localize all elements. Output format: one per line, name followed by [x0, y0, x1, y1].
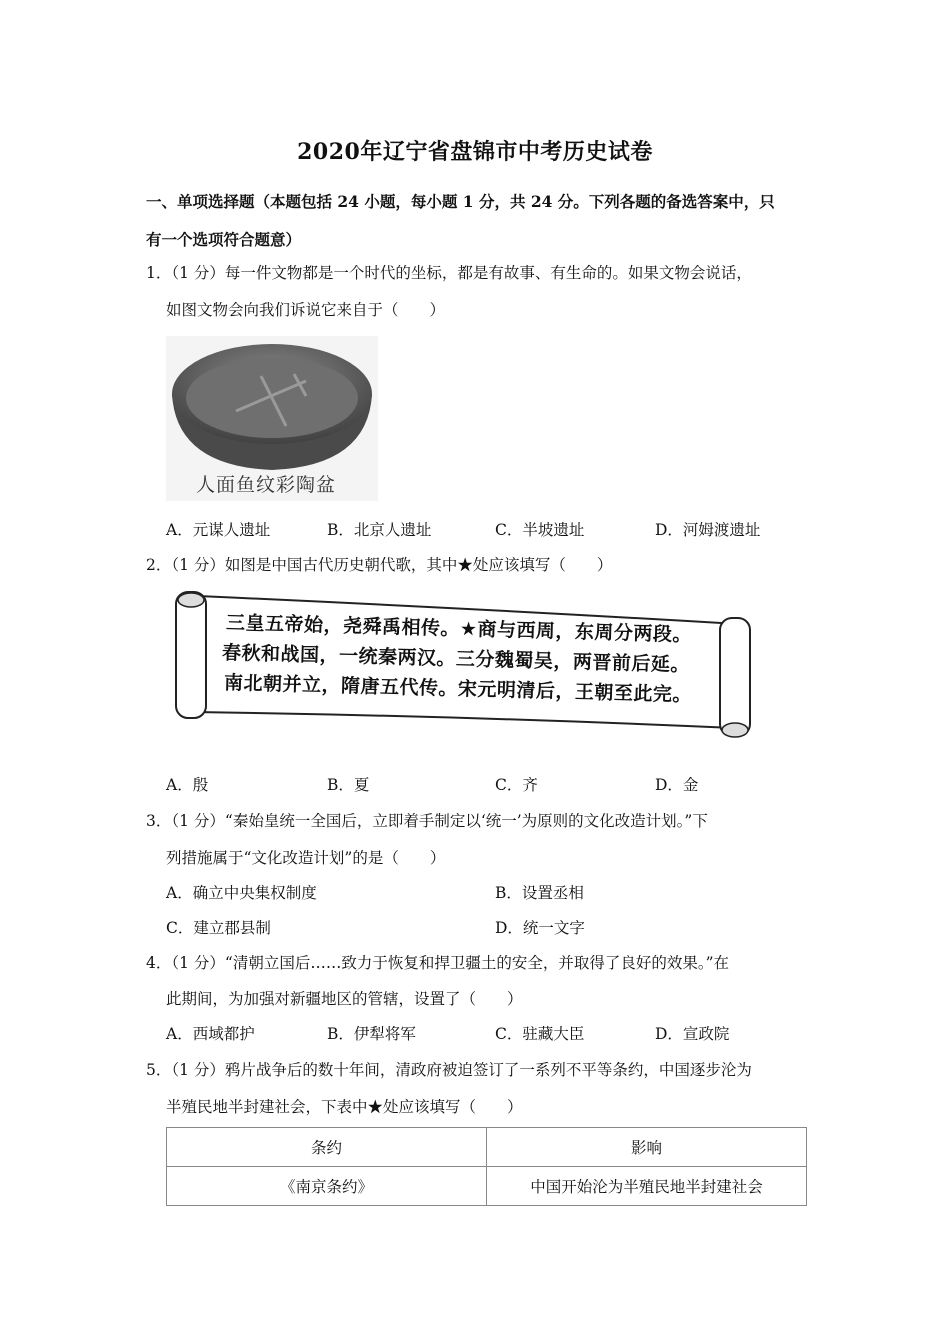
question-5-text-cont: 半殖民地半封建社会，下表中★处应该填写（ ） — [166, 1098, 523, 1116]
question-2-text: 2．（1 分）如图是中国古代历史朝代歌，其中★处应该填写（ ） — [146, 556, 613, 574]
scroll-line-2: 春秋和战国，一统秦两汉。三分魏蜀吴，两晋前后延。 — [221, 641, 691, 677]
q1-option-b[interactable]: B．北京人遗址 — [327, 521, 432, 539]
table-header-cell: 条约 — [167, 1128, 487, 1167]
q3-option-c[interactable]: C．建立郡县制 — [166, 919, 271, 937]
scroll-line-3: 南北朝并立，隋唐五代传。宋元明清后，王朝至此完。 — [223, 671, 693, 707]
q4-option-c[interactable]: C．驻藏大臣 — [495, 1025, 585, 1043]
page-title: 2020年辽宁省盘锦市中考历史试卷 — [297, 139, 653, 165]
q2-option-c[interactable]: C．齐 — [495, 776, 538, 794]
q2-option-d[interactable]: D．金 — [655, 776, 699, 794]
section-heading: 一、单项选择题（本题包括 24 小题，每小题 1 分，共 24 分。下列各题的备选答案中，只 — [146, 192, 775, 211]
treaty-table — [166, 1127, 807, 1206]
question-1-text: 1．（1 分）每一件文物都是一个时代的坐标，都是有故事、有生命的。如果文物会说话， — [146, 264, 752, 282]
table-header-row — [167, 1128, 807, 1167]
table-row — [167, 1167, 807, 1206]
section-heading-cont: 有一个选项符合题意） — [146, 230, 302, 249]
q1-option-d[interactable]: D．河姆渡遗址 — [655, 521, 761, 539]
q1-option-c[interactable]: C．半坡遗址 — [495, 521, 585, 539]
question-1-text-cont: 如图文物会向我们诉说它来自于（ ） — [166, 301, 446, 319]
question-3-text: 3．（1 分）“秦始皇统一全国后，立即着手制定以‘统一’为原则的文化改造计划。”下 — [146, 812, 708, 830]
q1-option-a[interactable]: A．元谋人遗址 — [166, 521, 271, 539]
q3-option-a[interactable]: A．确立中央集权制度 — [166, 884, 317, 902]
table-cell: 《南京条约》 — [167, 1167, 487, 1206]
q4-option-d[interactable]: D．宣政院 — [655, 1025, 730, 1043]
q2-option-a[interactable]: A．殷 — [166, 776, 209, 794]
q2-option-b[interactable]: B．夏 — [327, 776, 370, 794]
q3-option-d[interactable]: D．统一文字 — [495, 919, 585, 937]
question-4-text: 4．（1 分）“清朝立国后……致力于恢复和捍卫疆土的安全，并取得了良好的效果。”在 — [146, 954, 730, 972]
question-3-text-cont: 列措施属于“文化改造计划”的是（ ） — [166, 849, 446, 867]
question-4-text-cont: 此期间，为加强对新疆地区的管辖，设置了（ ） — [166, 990, 523, 1008]
scroll-line-1: 三皇五帝始，尧舜禹相传。★商与西周，东周分两段。 — [225, 611, 693, 647]
question-5-text: 5．（1 分）鸦片战争后的数十年间，清政府被迫签订了一系列不平等条约，中国逐步沦为 — [146, 1061, 752, 1079]
image-caption: 人面鱼纹彩陶盆 — [196, 474, 337, 496]
q4-option-b[interactable]: B．伊犁将军 — [327, 1025, 416, 1043]
table-cell: 中国开始沦为半殖民地半封建社会 — [487, 1167, 807, 1206]
q3-option-b[interactable]: B．设置丞相 — [495, 884, 584, 902]
q4-option-a[interactable]: A．西域都护 — [166, 1025, 255, 1043]
table-header-cell: 影响 — [487, 1128, 807, 1167]
